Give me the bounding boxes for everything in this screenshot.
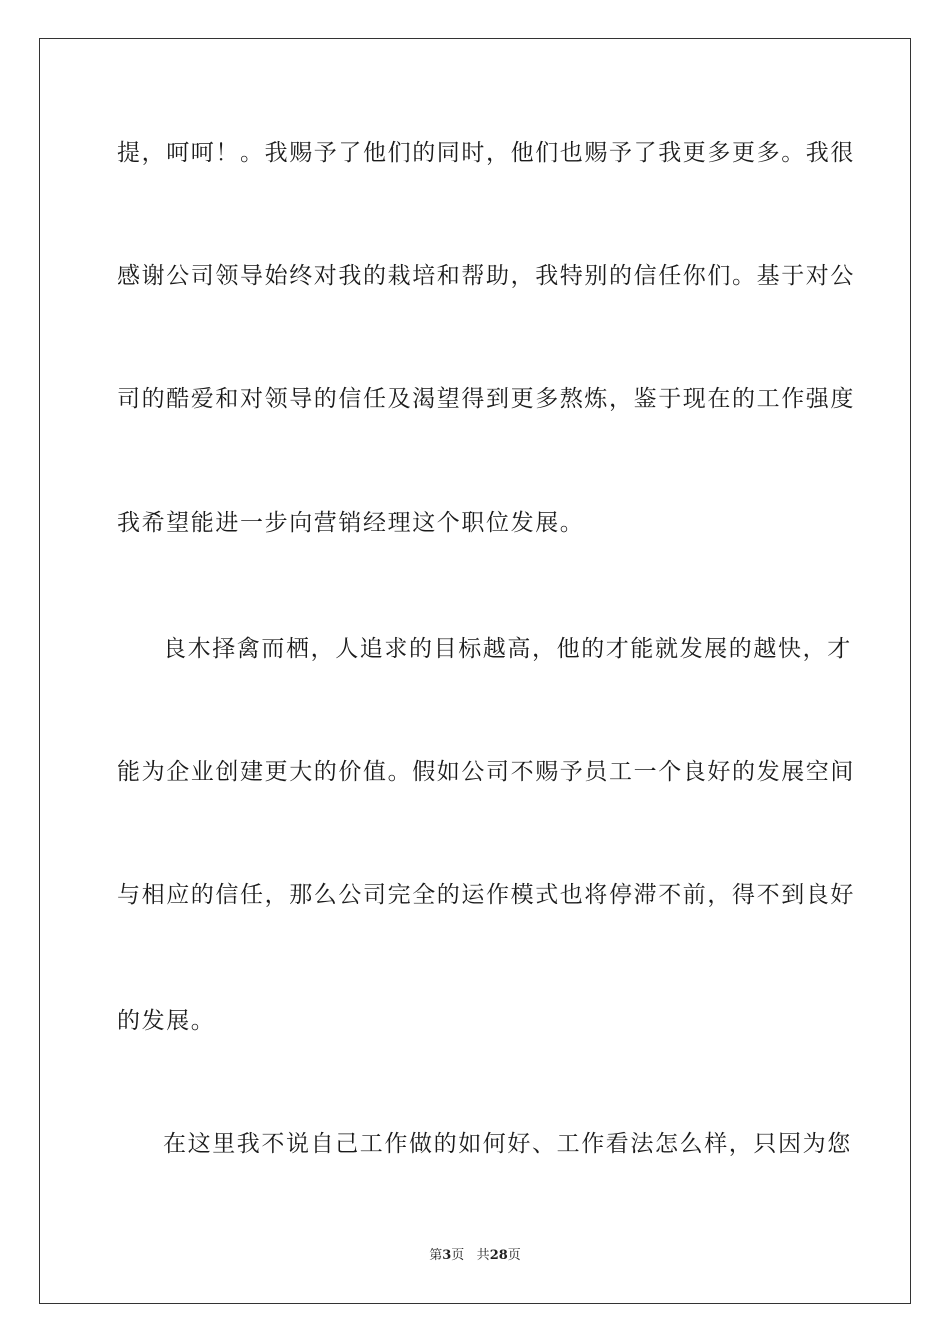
paragraph-start-line: 在这里我不说自己工作做的如何好、工作看法怎么样，只因为您 [163,1131,852,1157]
body-text-line: 我希望能进一步向营销经理这个职位发展。 [117,510,585,536]
footer-total-pages: 28 [489,1248,508,1263]
body-text-line: 感谢公司领导始终对我的栽培和帮助，我特别的信任你们。基于对公 [117,263,855,289]
footer-total-suffix: 页 [507,1248,521,1263]
footer-page-prefix: 第 [429,1248,443,1263]
body-text-line: 能为企业创建更大的价值。假如公司不赐予员工一个良好的发展空间 [117,759,855,785]
body-text-line: 司的酷爱和对领导的信任及渴望得到更多熬炼，鉴于现在的工作强度 [117,386,855,412]
paragraph-start-line: 良木择禽而栖，人追求的目标越高，他的才能就发展的越快，才 [163,636,852,662]
page-border [39,38,911,1304]
footer-page-number: 3 [442,1248,452,1263]
footer-total-prefix: 共 [476,1248,490,1263]
footer-page-suffix: 页 [451,1248,465,1263]
body-text-line: 提，呵呵！。我赐予了他们的同时，他们也赐予了我更多更多。我很 [117,140,855,166]
body-text-line: 的发展。 [117,1008,216,1034]
page-footer [0,1247,950,1265]
body-text-line: 与相应的信任，那么公司完全的运作模式也将停滞不前，得不到良好 [117,882,855,908]
